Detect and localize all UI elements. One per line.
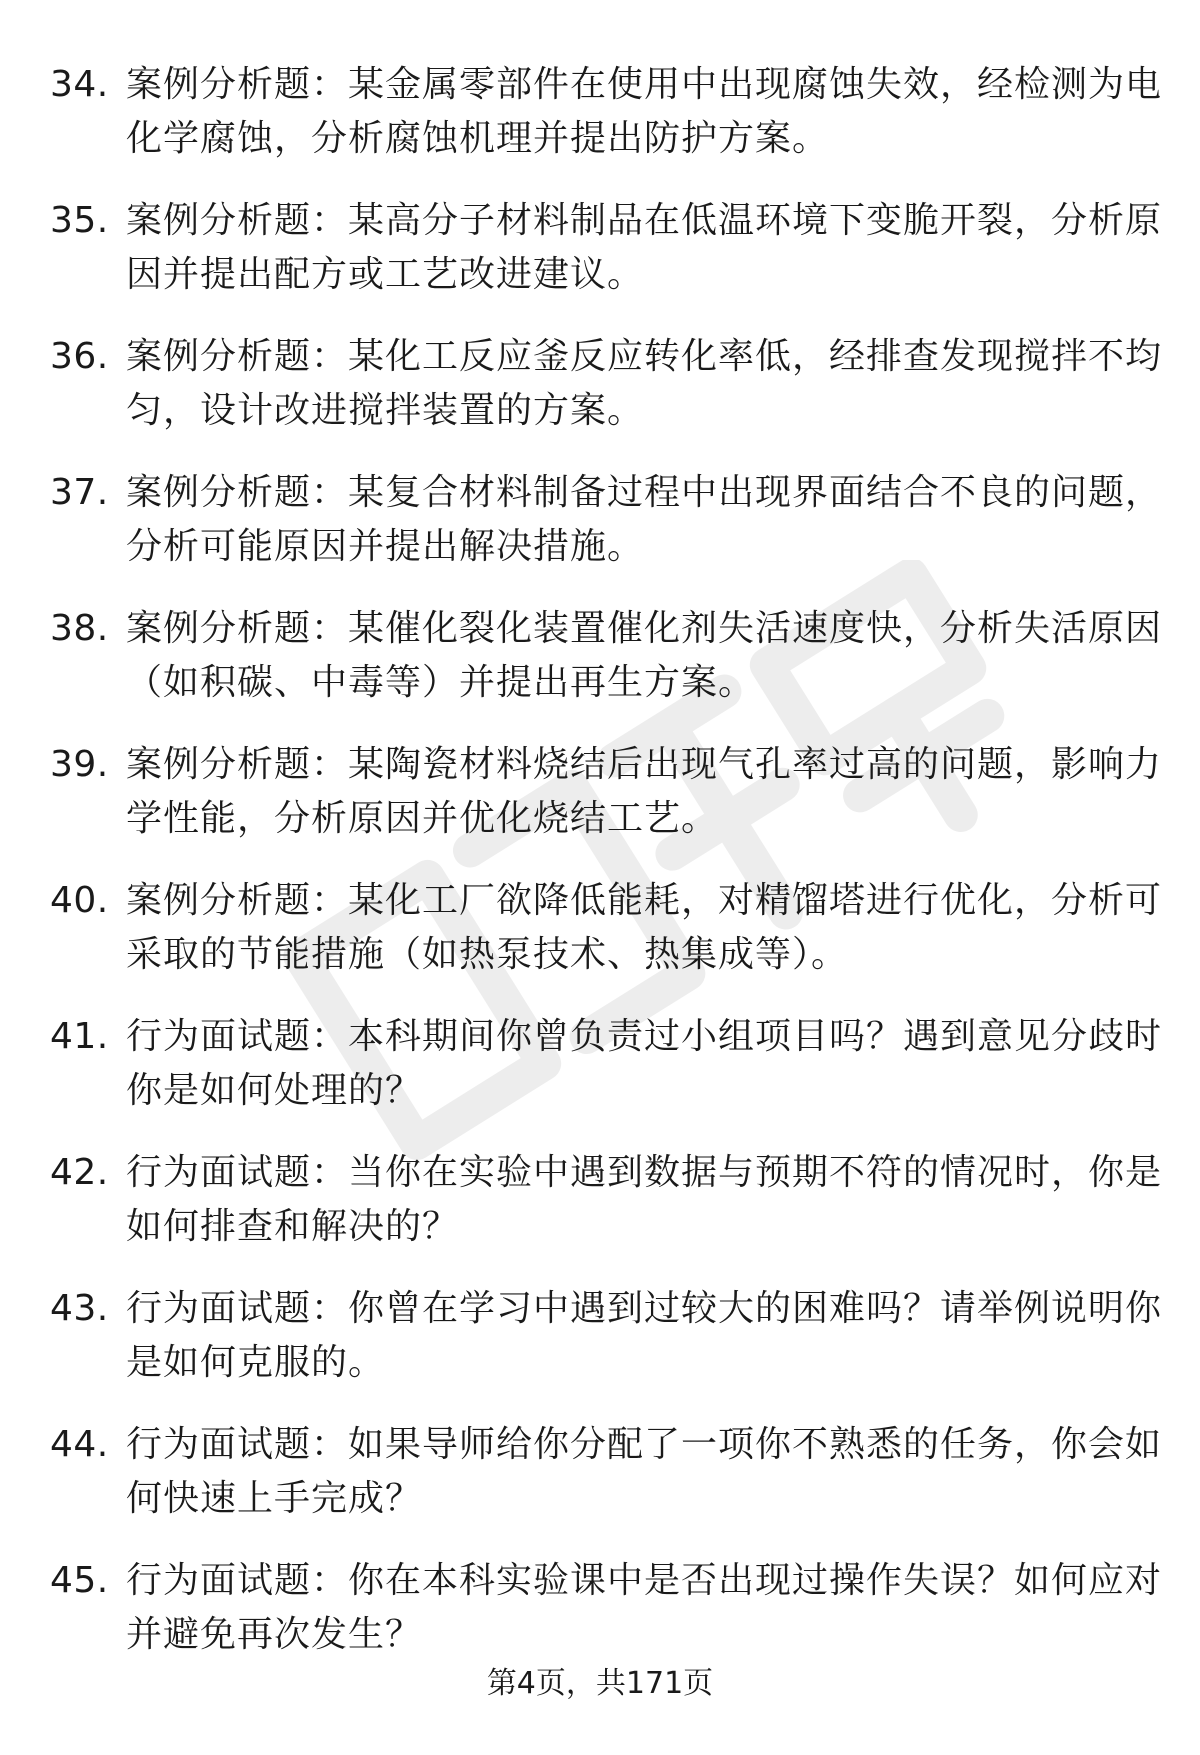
question-line: 案例分析题：某高分子材料制品在低温环境下变脆开裂，分析原 [126, 200, 1163, 241]
page-number: 第4页，共171页 [486, 1666, 714, 1701]
question-number: 45. [50, 1560, 109, 1601]
question-line: 案例分析题：某金属零部件在使用中出现腐蚀失效，经检测为电 [126, 64, 1163, 105]
question-line: 案例分析题：某复合材料制备过程中出现界面结合不良的问题， [126, 472, 1163, 513]
question-line: 化学腐蚀，分析腐蚀机理并提出防护方案。 [126, 118, 830, 159]
question-line: 如何排查和解决的？ [126, 1206, 460, 1247]
question-line: 行为面试题：本科期间你曾负责过小组项目吗？遇到意见分歧时 [126, 1016, 1163, 1057]
question-item [50, 738, 1163, 874]
question-item [50, 1010, 1163, 1146]
question-line: 案例分析题：某化工厂欲降低能耗，对精馏塔进行优化，分析可 [126, 880, 1163, 921]
question-number: 36. [50, 336, 109, 377]
question-line: 因并提出配方或工艺改进建议。 [126, 254, 645, 295]
question-item [50, 1146, 1163, 1282]
question-text [126, 194, 1166, 302]
question-number: 42. [50, 1152, 109, 1193]
question-list [50, 58, 1163, 1690]
question-line: 分析可能原因并提出解决措施。 [126, 526, 645, 567]
question-text [126, 466, 1166, 574]
question-line: 案例分析题：某化工反应釜反应转化率低，经排查发现搅拌不均 [126, 336, 1163, 377]
question-item [50, 874, 1163, 1010]
question-line: 行为面试题：你在本科实验课中是否出现过操作失误？如何应对 [126, 1560, 1163, 1601]
question-line: 采取的节能措施（如热泵技术、热集成等）。 [126, 934, 849, 975]
question-text [126, 602, 1166, 710]
question-line: 案例分析题：某陶瓷材料烧结后出现气孔率过高的问题，影响力 [126, 744, 1163, 785]
question-text [126, 330, 1166, 438]
question-line: 行为面试题：如果导师给你分配了一项你不熟悉的任务，你会如 [126, 1424, 1163, 1465]
question-item [50, 58, 1163, 194]
question-number: 38. [50, 608, 109, 649]
question-text [126, 1282, 1166, 1390]
question-number: 34. [50, 64, 109, 105]
question-item [50, 1282, 1163, 1418]
question-line: 学性能，分析原因并优化烧结工艺。 [126, 798, 719, 839]
question-text [126, 1146, 1166, 1254]
question-line: 何快速上手完成？ [126, 1478, 423, 1519]
question-number: 37. [50, 472, 109, 513]
question-number: 39. [50, 744, 109, 785]
question-line: 并避免再次发生？ [126, 1614, 423, 1655]
question-line: 行为面试题：你曾在学习中遇到过较大的困难吗？请举例说明你 [126, 1288, 1163, 1329]
question-item [50, 602, 1163, 738]
question-text [126, 874, 1166, 982]
question-item [50, 194, 1163, 330]
question-text [126, 738, 1166, 846]
question-text [126, 1418, 1166, 1526]
question-line: 行为面试题：当你在实验中遇到数据与预期不符的情况时，你是 [126, 1152, 1163, 1193]
question-line: （如积碳、中毒等）并提出再生方案。 [126, 662, 756, 703]
question-number: 44. [50, 1424, 109, 1465]
question-line: 案例分析题：某催化裂化装置催化剂失活速度快，分析失活原因 [126, 608, 1163, 649]
question-item [50, 1418, 1163, 1554]
question-item [50, 330, 1163, 466]
question-number: 41. [50, 1016, 109, 1057]
question-line: 你是如何处理的？ [126, 1070, 423, 1111]
question-text [126, 1554, 1166, 1662]
question-text [126, 1010, 1166, 1118]
question-number: 43. [50, 1288, 109, 1329]
question-number: 40. [50, 880, 109, 921]
question-text [126, 58, 1166, 166]
question-item [50, 466, 1163, 602]
question-line: 是如何克服的。 [126, 1342, 386, 1383]
question-line: 匀，设计改进搅拌装置的方案。 [126, 390, 645, 431]
question-number: 35. [50, 200, 109, 241]
